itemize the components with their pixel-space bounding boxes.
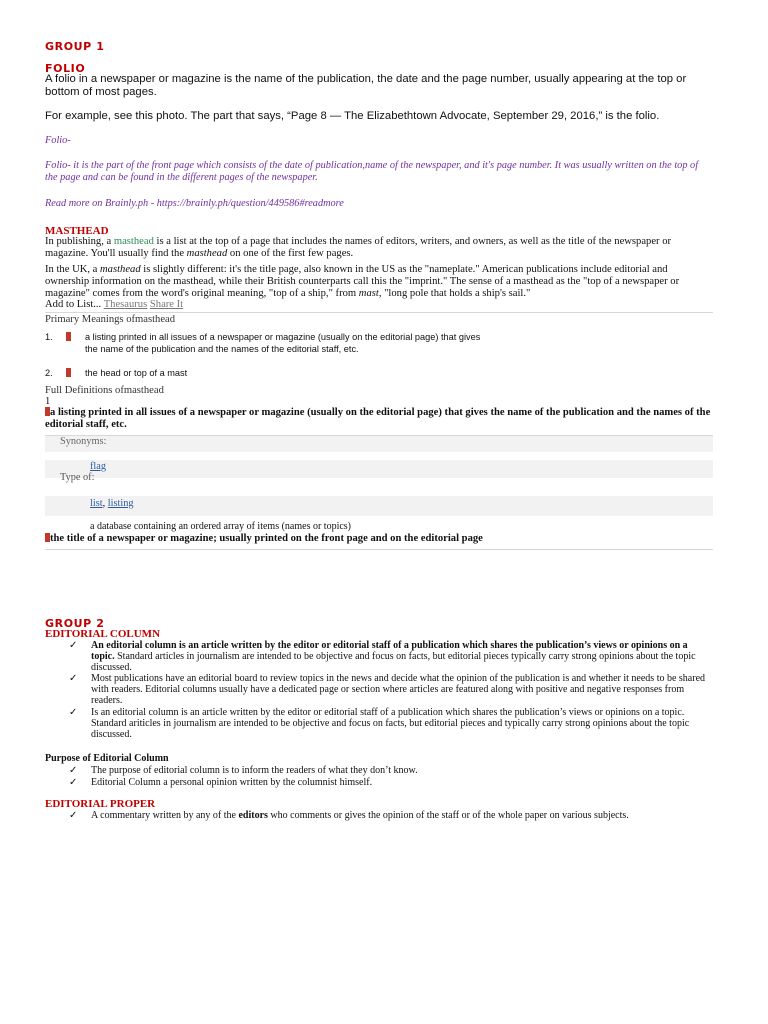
bullet-text: [91, 810, 713, 821]
check-icon: ✓: [69, 777, 78, 788]
definition-number: 1: [45, 396, 51, 407]
list-item: [45, 673, 713, 709]
text: who comments or gives the opinion of the staff or of the whole paper on various subjects.: [267, 810, 629, 821]
thesaurus-link[interactable]: Thesaurus: [103, 299, 148, 310]
meaning-text: a listing printed in all issues of a newspaper or magazine (usually on the editorial page) that gives: [85, 332, 481, 342]
definition-2: [45, 533, 713, 545]
purpose-heading: Purpose of Editorial Column: [45, 753, 169, 764]
database-definition: a database containing an ordered array of items (names or topics): [90, 521, 352, 532]
text: is slightly different: it's the title page, also known in the US as the "nameplate." American publications include editorial and ownership information on the masthead, while their British counterparts call this the "imprint." The sense of a masthead as the "top of a newspaper or magazine" comes from the word's original meaning, "top of a ship," from: [45, 264, 680, 299]
masthead-heading: MASTHEAD: [45, 225, 109, 237]
check-icon: ✓: [69, 810, 78, 821]
group2-title: GROUP 2: [45, 617, 105, 630]
masthead-paragraph-1: [45, 236, 713, 260]
folio-example: For example, see this photo. The part that says, “Page 8 — The Elizabethtown Advocate, September 29, 2016,” is the folio.: [45, 110, 660, 122]
check-icon: ✓: [69, 673, 78, 684]
meaning-number: 1.: [45, 332, 53, 342]
meaning-number: 2.: [45, 368, 53, 378]
brainly-source: Read more on Brainly.ph - https://brainly.ph/question/449586#readmore: [45, 198, 344, 209]
bullet-text: [91, 640, 713, 673]
meaning-text: the head or top of a mast: [85, 368, 188, 378]
emphasis: masthead: [100, 264, 141, 275]
share-it-link[interactable]: Share It: [149, 299, 184, 310]
definition-text: a listing printed in all issues of a newspaper or magazine (usually on the editorial page) that gives the name of the publication and the names of the editorial staff, etc.: [45, 407, 711, 430]
group1-title: GROUP 1: [45, 40, 105, 53]
folio-label: Folio-: [45, 135, 71, 146]
audio-icon[interactable]: [66, 332, 71, 341]
folio-definition: A folio in a newspaper or magazine is the name of the publication, the date and the page number, usually appearing at the top or bottom of most pages.: [45, 73, 687, 98]
add-to-list-link[interactable]: Add to List...: [45, 299, 102, 310]
bullet-text: Editorial Column a personal opinion written by the columnist himself.: [91, 777, 373, 788]
text: Standard articles in journalism are intended to be objective and focus on facts, but editorial pieces typically carry strong opinions about the topic discussed.: [91, 651, 696, 673]
bullet-text: The purpose of editorial column is to inform the readers of what they don’t know.: [91, 765, 418, 776]
divider: [45, 312, 713, 313]
list-actions: [45, 299, 713, 311]
type-listing-link[interactable]: listing: [107, 498, 134, 509]
type-of-label: Type of:: [60, 472, 95, 483]
folio-answer: Folio- it is the part of the front page which consists of the date of publication,name of the newspaper, and it's page number. It was usually written on the top of the page and can be found in the different pages of the newspaper.: [45, 160, 699, 183]
emphasis: mast: [358, 288, 379, 299]
synonyms-label: Synonyms:: [60, 436, 107, 447]
synonym-flag-link[interactable]: flag: [90, 461, 107, 472]
folio-heading: FOLIO: [45, 62, 86, 75]
emphasis: masthead: [186, 248, 228, 259]
text: In publishing, a: [45, 236, 114, 247]
check-icon: ✓: [69, 707, 78, 718]
editorial-proper-heading: EDITORIAL PROPER: [45, 798, 156, 810]
type-list-row: [45, 496, 713, 516]
text: A commentary written by any of the: [91, 810, 239, 821]
divider: [45, 549, 713, 550]
masthead-paragraph-2: [45, 264, 713, 300]
meaning-text: the name of the publication and the names of the editorial staff, etc.: [85, 344, 359, 354]
primary-meanings-label: Primary Meanings ofmasthead: [45, 314, 176, 325]
text: on one of the first few pages.: [227, 248, 354, 259]
bold-text: editors: [238, 810, 268, 821]
editorial-column-heading: EDITORIAL COLUMN: [45, 628, 161, 640]
list-item: [45, 707, 713, 743]
synonyms-row: [45, 436, 713, 452]
full-definitions-label: Full Definitions ofmasthead: [45, 385, 164, 396]
audio-icon[interactable]: [66, 368, 71, 377]
text: is a list at the top of a page that includes the names of editors, writers, and owners, as well as the title of the newspaper or magazine. You'll usually find the: [45, 236, 672, 259]
type-links: [90, 498, 134, 509]
check-icon: ✓: [69, 640, 78, 651]
definition-1: [45, 407, 713, 431]
list-item: [45, 777, 713, 789]
synonym-flag-row: [45, 460, 713, 478]
text: In the UK, a: [45, 264, 101, 275]
bold-text: An editorial column is an article written by the editor or editorial staff of a publication which shares the publication’s views or opinions on a topic.: [91, 640, 688, 662]
check-icon: ✓: [69, 765, 78, 776]
text: , "long pole that holds a ship's sail.": [378, 288, 531, 299]
masthead-link[interactable]: masthead: [113, 236, 154, 247]
bullet-text: Most publications have an editorial board to review topics in the news and decide what the opinion of the publication is and whether it needs to be shared with readers. Editorial columns usually have a dedicated page or section where articles are featured along with positive and negative responses from readers.: [91, 673, 706, 706]
definition-text: the title of a newspaper or magazine; usually printed on the front page and on the editorial page: [50, 533, 483, 544]
bullet-text: Is an editorial column is an article written by the editor or editorial staff of a publication which shares the publication’s views or opinions on a topic. Standard ariticles in journalism are intended to be objective and focus on facts, but editorial pieces and typically carry strong opinions about the topic discussed.: [91, 707, 690, 740]
type-list-link[interactable]: list: [90, 498, 103, 509]
list-item: [45, 765, 713, 777]
separator: ,: [102, 498, 108, 509]
list-item: [45, 810, 713, 822]
